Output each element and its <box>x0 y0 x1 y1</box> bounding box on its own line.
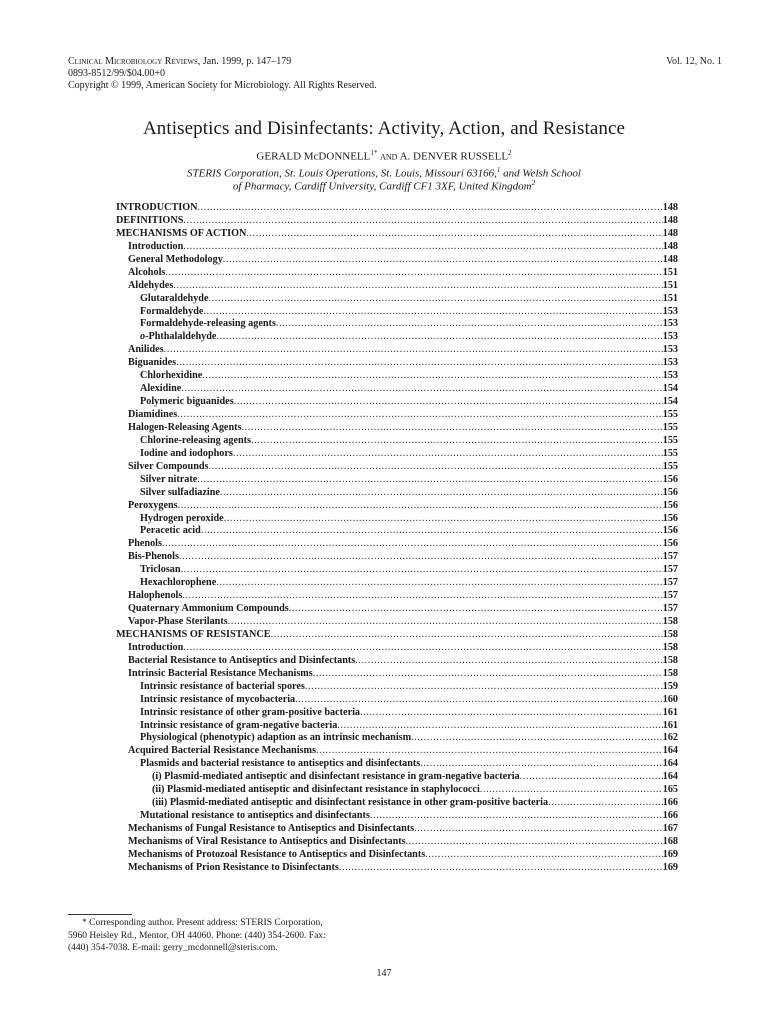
toc-entry-page: 153 <box>662 370 678 382</box>
toc-entry[interactable] <box>116 551 678 564</box>
toc-entry-page: 153 <box>662 357 678 369</box>
toc-dot-leader <box>183 215 662 226</box>
footnote-rule <box>68 914 132 915</box>
toc-entry-label: General Methodology <box>128 253 223 265</box>
toc-entry-label: (ii) Plasmid-mediated antiseptic and disinfectant resistance in staphylococci <box>152 784 480 796</box>
toc-dot-leader <box>339 862 663 873</box>
toc-entry-page: 167 <box>662 823 678 834</box>
footnote <box>68 917 398 955</box>
toc-entry-label: Introduction <box>128 240 184 252</box>
citation-detail: , Jan. 1999, p. 147–179 <box>197 56 292 67</box>
toc-entry[interactable] <box>116 849 678 862</box>
toc-entry[interactable] <box>116 344 678 357</box>
toc-entry-label: Hexachlorophene <box>140 577 217 589</box>
toc-entry[interactable] <box>116 306 678 319</box>
footnote-line: (440) 354-7038. E-mail: gerry_mcdonnell@steris.com. <box>68 943 278 953</box>
toc-entry[interactable] <box>116 564 678 577</box>
toc-entry-label: Mechanisms of Protozoal Resistance to Antiseptics and Disinfectants <box>128 848 426 860</box>
toc-dot-leader <box>181 564 663 575</box>
toc-entry-label: Peroxygens <box>128 499 178 511</box>
author-2: A. DENVER RUSSELL <box>399 150 509 163</box>
toc-entry-label: Glutaraldehyde <box>140 292 209 304</box>
toc-entry-label: Mechanisms of Fungal Resistance to Antiseptics and Disinfectants <box>128 823 415 834</box>
toc-dot-leader <box>548 797 663 808</box>
toc-entry-label: Mechanisms of Viral Resistance to Antiseptics and Disinfectants <box>128 835 406 847</box>
author-line <box>0 149 768 163</box>
affiliation-1-mark: 1 <box>496 166 501 174</box>
toc-entry-page: 156 <box>662 512 678 524</box>
toc-entry-page: 157 <box>662 590 678 602</box>
toc-dot-leader <box>337 720 662 731</box>
toc-dot-leader <box>370 810 663 821</box>
toc-entry-label: Aldehydes <box>128 279 174 291</box>
toc-entry-label: Hydrogen peroxide <box>140 512 224 524</box>
toc-entry-page: 169 <box>662 861 678 873</box>
toc-entry-page: 153 <box>662 318 678 330</box>
toc-entry[interactable] <box>116 862 678 875</box>
toc-dot-leader <box>164 344 663 355</box>
toc-entry-page: 162 <box>662 732 678 744</box>
toc-dot-leader <box>228 616 663 627</box>
toc-dot-leader <box>480 784 663 795</box>
toc-entry[interactable] <box>116 836 678 849</box>
toc-dot-leader <box>209 293 663 304</box>
toc-entry-page: 151 <box>662 292 678 304</box>
toc-entry[interactable] <box>116 525 678 538</box>
toc-dot-leader <box>241 422 662 433</box>
toc-entry-label: Formaldehyde-releasing agents <box>140 318 276 330</box>
toc-entry-label: Alcohols <box>128 266 166 278</box>
toc-entry[interactable] <box>116 810 678 823</box>
toc-entry[interactable] <box>116 370 678 383</box>
toc-dot-leader <box>223 254 663 265</box>
toc-dot-leader <box>414 823 663 834</box>
toc-entry-label: INTRODUCTION <box>116 202 198 213</box>
toc-entry-page: 166 <box>662 810 678 822</box>
toc-entry-label: Iodine and iodophors <box>140 447 233 459</box>
toc-entry[interactable] <box>116 681 678 694</box>
toc-dot-leader <box>173 280 662 291</box>
toc-entry-page: 153 <box>662 331 678 343</box>
toc-dot-leader <box>406 836 663 847</box>
page-number: 147 <box>376 968 392 979</box>
toc-entry[interactable] <box>116 642 678 655</box>
italic-prefix: o <box>140 331 146 343</box>
journal-name: Clinical Microbiology Reviews <box>68 56 198 67</box>
toc-entry-page: 148 <box>662 253 678 265</box>
toc-entry-label: Phenols <box>128 538 162 550</box>
author-1: GERALD McDONNELL <box>256 150 371 163</box>
toc-dot-leader <box>216 331 662 342</box>
toc-entry-page: 148 <box>662 202 678 213</box>
toc-entry-page: 156 <box>662 499 678 511</box>
toc-entry-page: 164 <box>662 745 678 757</box>
toc-dot-leader <box>313 668 663 679</box>
toc-entry-label: o-Phthalaldehyde <box>140 331 217 343</box>
toc-entry[interactable] <box>116 590 678 603</box>
toc-dot-leader <box>360 707 663 718</box>
toc-entry[interactable] <box>116 784 678 797</box>
toc-entry-label: Intrinsic resistance of gram-negative bacteria <box>140 719 338 731</box>
toc-dot-leader <box>203 306 662 317</box>
toc-entry[interactable] <box>116 823 678 836</box>
toc-entry-label: MECHANISMS OF ACTION <box>116 227 247 239</box>
toc-entry-page: 158 <box>662 628 678 640</box>
toc-entry-page: 157 <box>662 603 678 615</box>
toc-entry-page: 148 <box>662 227 678 239</box>
toc-entry[interactable] <box>116 422 678 435</box>
toc-entry[interactable] <box>116 396 678 409</box>
toc-dot-leader <box>209 461 663 472</box>
toc-entry-page: 156 <box>662 473 678 485</box>
toc-dot-leader <box>178 500 663 511</box>
toc-entry-page: 160 <box>662 693 678 705</box>
toc-entry-label: Halophenols <box>128 590 183 602</box>
affiliation-2-text: of Pharmacy, Cardiff University, Cardiff CF1 3XF, United Kingdom <box>232 180 532 193</box>
toc-dot-leader <box>246 228 662 239</box>
affiliation-1-text-cont: and Welsh School <box>500 167 581 180</box>
toc-entry[interactable] <box>116 694 678 707</box>
toc-entry[interactable] <box>116 538 678 551</box>
toc-dot-leader <box>183 642 662 653</box>
toc-dot-leader <box>216 577 663 588</box>
toc-entry-label: Alexidine <box>140 383 182 395</box>
toc-dot-leader <box>162 538 663 549</box>
toc-entry-page: 155 <box>662 409 678 420</box>
toc-entry-label: Silver Compounds <box>128 460 209 472</box>
toc-entry-page: 161 <box>662 719 678 731</box>
toc-dot-leader <box>181 383 662 394</box>
toc-entry-page: 158 <box>662 616 678 627</box>
toc-entry-page: 169 <box>662 848 678 860</box>
toc-dot-leader <box>202 370 662 381</box>
toc-dot-leader <box>233 448 663 459</box>
copyright-line: Copyright © 1999, American Society for Microbiology. All Rights Reserved. <box>68 80 377 91</box>
toc-dot-leader <box>295 694 663 705</box>
journal-citation <box>68 56 291 68</box>
toc-entry[interactable] <box>116 487 678 500</box>
toc-entry-label: Formaldehyde <box>140 305 204 317</box>
toc-entry-label: Intrinsic resistance of bacterial spores <box>140 680 305 692</box>
toc-entry[interactable] <box>116 318 678 331</box>
toc-entry-label: Chlorine-releasing agents <box>140 434 252 446</box>
toc-dot-leader <box>420 758 662 769</box>
toc-entry[interactable] <box>116 797 678 810</box>
toc-entry-label: Triclosan <box>140 564 181 576</box>
toc-dot-leader <box>198 202 663 213</box>
toc-entry[interactable] <box>116 720 678 733</box>
toc-entry[interactable] <box>116 616 678 629</box>
toc-entry[interactable] <box>116 241 678 254</box>
toc-entry-label: Polymeric biguanides <box>140 396 234 408</box>
affiliation-line-2 <box>0 179 768 193</box>
toc-entry[interactable] <box>116 758 678 771</box>
toc-entry[interactable] <box>116 668 678 681</box>
toc-entry[interactable] <box>116 629 678 642</box>
toc-dot-leader <box>182 590 662 601</box>
toc-dot-leader <box>251 435 663 446</box>
toc-entry-page: 158 <box>662 667 678 679</box>
toc-entry-label: (iii) Plasmid-mediated antiseptic and disinfectant resistance in other gram-positive bacteria <box>152 797 549 809</box>
author-conjunction: and <box>380 150 398 163</box>
toc-entry-page: 156 <box>662 538 678 550</box>
toc-dot-leader <box>276 318 663 329</box>
toc-entry-page: 159 <box>662 680 678 692</box>
toc-entry-page: 148 <box>662 240 678 252</box>
footnote-line: 5960 Heisley Rd., Mentor, OH 44060. Phone: (440) 354-2600. Fax: <box>68 930 326 941</box>
toc-entry-page: 155 <box>662 421 678 433</box>
toc-dot-leader <box>197 474 662 485</box>
toc-entry-label: MECHANISMS OF RESISTANCE <box>116 628 271 640</box>
toc-entry-label: Physiological (phenotypic) adaption as an intrinsic mechanism <box>140 732 412 744</box>
toc-entry-page: 164 <box>662 771 678 783</box>
toc-entry[interactable] <box>116 215 678 228</box>
footnote-line: * Corresponding author. Present address: STERIS Corporation, <box>82 918 323 928</box>
toc-entry-label: Introduction <box>128 641 184 653</box>
toc-entry[interactable] <box>116 331 678 344</box>
toc-entry[interactable] <box>116 745 678 758</box>
toc-entry[interactable] <box>116 771 678 784</box>
toc-entry-page: 148 <box>662 214 678 226</box>
toc-dot-leader <box>165 267 662 278</box>
toc-dot-leader <box>425 849 663 860</box>
toc-entry[interactable] <box>116 461 678 474</box>
toc-dot-leader <box>201 525 663 536</box>
toc-dot-leader <box>224 513 663 524</box>
toc-entry-label: Acquired Bacterial Resistance Mechanisms <box>128 745 316 757</box>
toc-entry-label: Quaternary Ammonium Compounds <box>128 603 289 615</box>
toc-entry-page: 158 <box>662 654 678 666</box>
toc-entry-page: 166 <box>662 797 678 809</box>
toc-dot-leader <box>176 357 663 368</box>
toc-entry[interactable] <box>116 500 678 513</box>
toc-dot-leader <box>271 629 663 640</box>
toc-entry-label: Biguanides <box>128 357 177 369</box>
toc-entry[interactable] <box>116 280 678 293</box>
toc-entry-label: Halogen-Releasing Agents <box>128 421 242 433</box>
toc-entry-label: Silver sulfadiazine <box>140 486 220 498</box>
article-title: Antiseptics and Disinfectants: Activity, Action, and Resistance <box>142 118 626 139</box>
toc-entry-page: 157 <box>662 564 678 576</box>
toc-dot-leader <box>411 732 663 743</box>
toc-dot-leader <box>177 409 662 420</box>
volume-issue: Vol. 12, No. 1 <box>666 56 722 67</box>
toc-entry[interactable] <box>116 655 678 668</box>
affiliation-2-mark: 2 <box>531 179 536 187</box>
toc-entry[interactable] <box>116 435 678 448</box>
toc-entry-label: (i) Plasmid-mediated antiseptic and disinfectant resistance in gram-negative bacteria <box>152 771 520 783</box>
toc-entry[interactable] <box>116 603 678 616</box>
toc-dot-leader <box>179 551 663 562</box>
toc-entry-page: 156 <box>662 525 678 537</box>
toc-entry[interactable] <box>116 228 678 241</box>
toc-entry-label: Intrinsic resistance of mycobacteria <box>140 693 296 705</box>
toc-entry-label: DEFINITIONS <box>116 214 184 226</box>
toc-entry-page: 155 <box>662 460 678 472</box>
toc-entry-label: Bis-Phenols <box>128 551 179 563</box>
toc-entry-label: Chlorhexidine <box>140 370 203 382</box>
toc-entry-page: 165 <box>662 784 678 796</box>
toc-entry[interactable] <box>116 202 678 215</box>
toc-entry-page: 151 <box>662 279 678 291</box>
toc-dot-leader <box>305 681 663 692</box>
toc-dot-leader <box>289 603 663 614</box>
toc-entry-page: 161 <box>662 706 678 718</box>
affiliation-1-text: STERIS Corporation, St. Louis Operations, St. Louis, Missouri 63166, <box>187 167 497 180</box>
toc-dot-leader <box>234 396 663 407</box>
toc-entry[interactable] <box>116 409 678 422</box>
toc-entry-label: Diamidines <box>128 409 178 420</box>
toc-entry-label: Vapor-Phase Sterilants <box>128 616 228 627</box>
toc-dot-leader <box>183 241 662 252</box>
toc-entry[interactable] <box>116 293 678 306</box>
toc-entry-page: 154 <box>662 383 678 395</box>
toc-entry-page: 155 <box>662 447 678 459</box>
toc-entry[interactable] <box>116 732 678 745</box>
toc-entry-page: 164 <box>662 758 678 770</box>
toc-entry[interactable] <box>116 474 678 487</box>
toc-entry-label: Anilides <box>128 344 164 356</box>
toc-entry[interactable] <box>116 383 678 396</box>
toc-entry-page: 168 <box>662 835 678 847</box>
author-1-affiliation-mark: 1* <box>370 149 378 157</box>
toc-entry-page: 158 <box>662 641 678 653</box>
toc-entry[interactable] <box>116 254 678 267</box>
toc-entry-page: 153 <box>662 305 678 317</box>
toc-entry-label: Bacterial Resistance to Antiseptics and Disinfectants <box>128 654 356 666</box>
toc-dot-leader <box>355 655 663 666</box>
toc-entry-label: Silver nitrate <box>140 473 198 485</box>
toc-entry[interactable] <box>116 513 678 526</box>
affiliation-line-1 <box>0 166 768 180</box>
toc-entry-page: 156 <box>662 486 678 498</box>
issn-line: 0893-8512/99/$04.00+0 <box>68 68 166 79</box>
toc-entry-page: 157 <box>662 551 678 563</box>
table-of-contents <box>116 202 678 875</box>
toc-dot-leader <box>316 745 663 756</box>
author-2-affiliation-mark: 2 <box>508 149 512 157</box>
toc-entry[interactable] <box>116 577 678 590</box>
toc-entry-label: Intrinsic Bacterial Resistance Mechanisms <box>128 667 313 679</box>
toc-dot-leader <box>520 771 663 782</box>
toc-entry-page: 153 <box>662 344 678 356</box>
toc-entry-label: Peracetic acid <box>140 525 201 537</box>
toc-entry-page: 151 <box>662 266 678 278</box>
toc-entry[interactable] <box>116 357 678 370</box>
toc-entry-label: Intrinsic resistance of other gram-positive bacteria <box>140 706 361 718</box>
toc-entry[interactable] <box>116 448 678 461</box>
toc-entry-page: 157 <box>662 577 678 589</box>
toc-entry[interactable] <box>116 267 678 280</box>
toc-dot-leader <box>220 487 663 498</box>
toc-entry-label: Plasmids and bacterial resistance to antiseptics and disinfectants <box>140 758 421 770</box>
toc-entry-label: Mechanisms of Prion Resistance to Disinfectants <box>128 861 339 873</box>
toc-entry[interactable] <box>116 707 678 720</box>
toc-entry-page: 155 <box>662 434 678 446</box>
toc-entry-page: 154 <box>662 396 678 408</box>
toc-entry-label: Mutational resistance to antiseptics and disinfectants <box>140 810 370 822</box>
